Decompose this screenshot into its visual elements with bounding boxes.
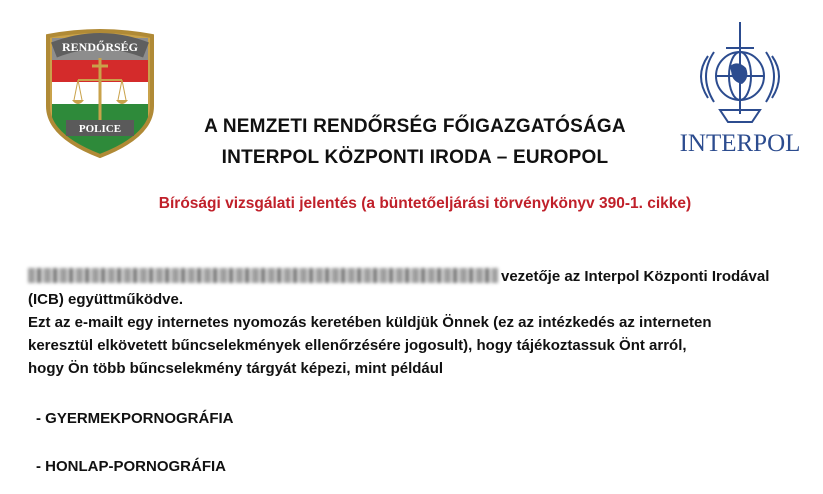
body-line-1-text: vezetője az Interpol Központi Irodával [501,268,770,285]
body-line-1 [28,265,808,288]
police-badge-logo [40,28,160,160]
document-subtitle: Bírósági vizsgálati jelentés (a büntetőeljárási törvénykönyv 390-1. cikke) [158,195,692,212]
page-title-line2: INTERPOL KÖZPONTI IRODA – EUROPOL [221,147,609,168]
svg-text:POLICE: POLICE [78,123,122,135]
body-line-5: hogy Ön több bűncselekmény tárgyát képezi, mint például [28,360,444,377]
page-title-line1: A NEMZETI RENDŐRSÉG FŐIGAZGATÓSÁGA [204,116,626,137]
body-line-4: keresztül elkövetett bűncselekmények ellenőrzésére jogosult), hogy tájékoztassuk Önt arról, [28,337,687,354]
message-body [28,265,808,380]
interpol-wordmark: INTERPOL [679,130,801,157]
body-line-2: (ICB) együttműködve. [28,291,184,308]
body-line-3: Ezt az e-mailt egy internetes nyomozás keretében küldjük Önnek (ez az intézkedés az interneten [28,314,712,331]
interpol-logo [664,18,810,158]
svg-text:RENDŐRSÉG: RENDŐRSÉG [61,40,139,54]
list-item-2: - HONLAP-PORNOGRÁFIA [36,458,226,475]
redacted-text-block [28,268,498,283]
list-item-1: - GYERMEKPORNOGRÁFIA [36,410,234,427]
